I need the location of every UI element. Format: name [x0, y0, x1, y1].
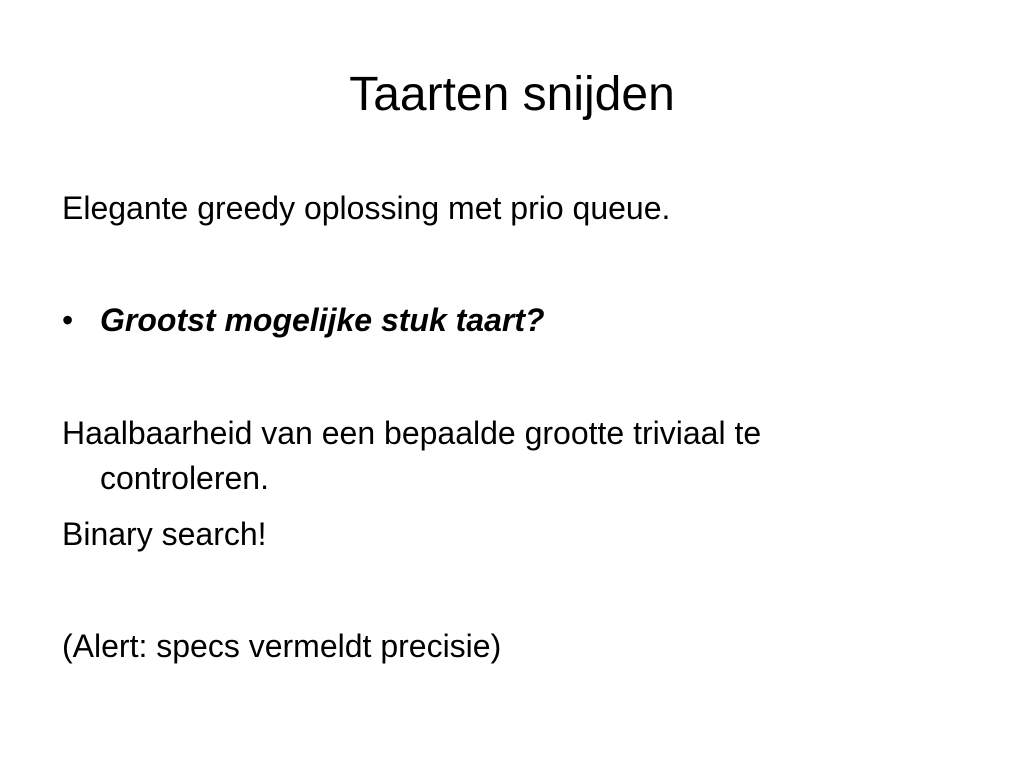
- bullet-icon: •: [62, 302, 74, 338]
- slide-title: Taarten snijden: [349, 68, 675, 121]
- bullet-item: [62, 298, 545, 342]
- body-text-binary-search: Binary search!: [62, 516, 267, 552]
- body-text-greedy: Elegante greedy oplossing met prio queue.: [62, 190, 671, 226]
- body-text-haalbaarheid-continued: controleren.: [100, 460, 269, 496]
- body-text-haalbaarheid: Haalbaarheid van een bepaalde grootte triviaal te: [62, 415, 762, 451]
- body-text-alert: (Alert: specs vermeldt precisie): [62, 628, 502, 664]
- bullet-text: Grootst mogelijke stuk taart?: [100, 302, 545, 338]
